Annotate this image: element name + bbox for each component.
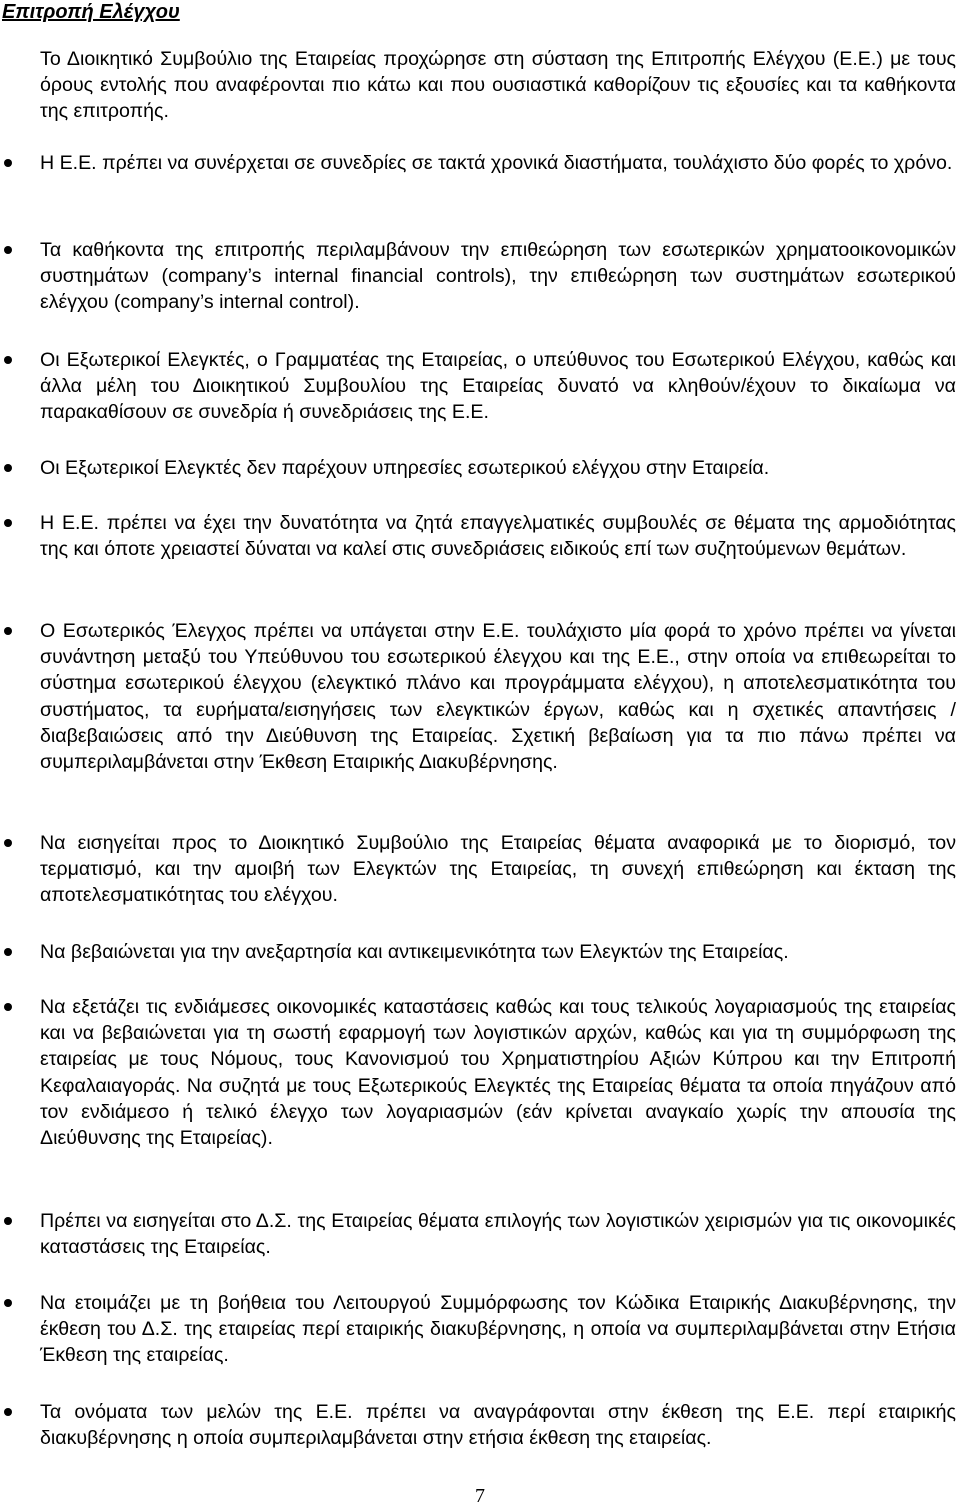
list-item: [40, 510, 956, 562]
intro-paragraph: Το Διοικητικό Συμβούλιο της Εταιρείας προχώρησε στη σύσταση της Επιτροπής Ελέγχου (Ε.Ε.) με τους όρους εντολής που αναφέρονται πιο κάτω και που ουσιαστικά καθορίζουν τις εξουσίες και τα καθήκοντα της επιτροπής.: [40, 48, 956, 123]
bullet-icon: [4, 839, 12, 847]
list-item: [40, 347, 956, 426]
list-item: [40, 830, 956, 909]
bullet-icon: [4, 1217, 12, 1225]
list-item-text: Ο Εσωτερικός Έλεγχος πρέπει να υπάγεται στην Ε.Ε. τουλάχιστο μία φορά το χρόνο πρέπει να γίνεται συνάντηση μεταξύ του Υπεύθυνου του εσωτερικού έλεγχου και της Ε.Ε., στην οποία να επιθεωρείται το σύστημα εσωτερικού έλεγχου (ελεγκτικό πλάνο και προγράμματα ελέγχου), η αποτελεσματικότητα του συστήματος, τα ευρήματα/εισηγήσεις των ελεγκτικών έργων, καθώς και η σχετικές απαντήσεις / διαβεβαιώσεις από την Διεύθυνση της Εταιρείας. Σχετική βεβαίωση για τα πιο πάνω πρέπει να συμπεριλαμβάνεται στην Έκθεση Εταιρικής Διακυβέρνησης.: [40, 620, 956, 774]
list-item-text: Τα καθήκοντα της επιτροπής περιλαμβάνουν την επιθεώρηση των εσωτερικών χρηματοοικονομικών συστημάτων (company’s internal financial controls), την επιθεώρηση των συστημάτων εσωτερικού ελέγχου (company’s internal control).: [40, 239, 956, 314]
list-item: [40, 939, 956, 965]
bullet-icon: [4, 246, 12, 254]
bullet-icon: [4, 159, 12, 167]
list-item-text: Οι Εξωτερικοί Ελεγκτές δεν παρέχουν υπηρεσίες εσωτερικού ελέγχου στην Εταιρεία.: [40, 457, 770, 479]
list-item-text: Να ετοιμάζει με τη βοήθεια του Λειτουργού Συμμόρφωσης τον Κώδικα Εταιρικής Διακυβέρνησης, την έκθεση του Δ.Σ. της εταιρείας περί εταιρικής διακυβέρνησης, η οποία να συμπεριλαμβάνεται στην Ετήσια Έκθεση της εταιρείας.: [40, 1292, 956, 1367]
page-number: 7: [475, 1485, 485, 1507]
list-item-text: Η Ε.Ε. πρέπει να συνέρχεται σε συνεδρίες σε τακτά χρονικά διαστήματα, τουλάχιστο δύο φορές το χρόνο.: [40, 152, 953, 174]
bullet-icon: [4, 1408, 12, 1416]
list-item: [40, 1290, 956, 1369]
section-heading: Επιτροπή Ελέγχου: [2, 1, 180, 23]
bullet-icon: [4, 948, 12, 956]
bullet-icon: [4, 627, 12, 635]
list-item: [40, 618, 956, 775]
list-item: [40, 1399, 956, 1451]
bullet-icon: [4, 519, 12, 527]
bullet-icon: [4, 356, 12, 364]
bullet-icon: [4, 1003, 12, 1011]
list-item-text: Να εισηγείται προς το Διοικητικό Συμβούλιο της Εταιρείας θέματα αναφορικά με το διορισμό, τον τερματισμό, και την αμοιβή των Ελεγκτών της Εταιρείας, τη συνεχή επιθεώρηση και έκταση της αποτελεσματικότητας του ελέγχου.: [40, 832, 956, 907]
list-item-text: Να εξετάζει τις ενδιάμεσες οικονομικές καταστάσεις καθώς και τους τελικούς λογαριασμούς της εταιρείας και να βεβαιώνεται για τη σωστή εφαρμογή των λογιστικών αρχών, καθώς και για τη συμμόρφωση της εταιρείας με τους Νόμους, τους Κανονισμού του Χρηματιστηρίου Αξιών Κύπρου και την Επιτροπή Κεφαλαιαγοράς. Να συζητά με τους Εξωτερικούς Ελεγκτές της Εταιρείας θέματα τα οποία πηγάζουν από τον ενδιάμεσο ή τελικό έλεγχο των λογαριασμών (εάν κρίνεται αναγκαίο χωρίς την απουσία της Διεύθυνσης της Εταιρείας).: [40, 996, 956, 1150]
list-item: [40, 1208, 956, 1260]
list-item: [40, 237, 956, 316]
list-item-text: Οι Εξωτερικοί Ελεγκτές, ο Γραμματέας της Εταιρείας, ο υπεύθυνος του Εσωτερικού Ελέγχου, καθώς και άλλα μέλη του Διοικητικού Συμβουλίου της Εταιρείας δυνατό να κληθούν/έχουν το δικαίωμα να παρακαθίσουν σε συνεδρία ή συνεδριάσεις της Ε.Ε.: [40, 349, 956, 424]
list-item: [40, 455, 956, 481]
list-item-text: Τα ονόματα των μελών της Ε.Ε. πρέπει να αναγράφονται στην έκθεση της Ε.Ε. περί εταιρικής διακυβέρνησης η οποία συμπεριλαμβάνεται στην ετήσια έκθεση της εταιρείας.: [40, 1401, 956, 1450]
list-item-text: Η Ε.Ε. πρέπει να έχει την δυνατότητα να ζητά επαγγελματικές συμβουλές σε θέματα της αρμοδιότητας της και όποτε χρειαστεί δύναται να καλεί στις συνεδριάσεις ειδικούς επί των συζητούμενων θεμάτων.: [40, 512, 956, 561]
list-item-text: Να βεβαιώνεται για την ανεξαρτησία και αντικειμενικότητα των Ελεγκτών της Εταιρείας.: [40, 941, 789, 963]
bullet-icon: [4, 464, 12, 472]
bullet-icon: [4, 1299, 12, 1307]
list-item: [40, 150, 956, 176]
list-item-text: Πρέπει να εισηγείται στο Δ.Σ. της Εταιρείας θέματα επιλογής των λογιστικών χειρισμών για τις οικονομικές καταστάσεις της Εταιρείας.: [40, 1210, 956, 1259]
list-item: [40, 994, 956, 1151]
